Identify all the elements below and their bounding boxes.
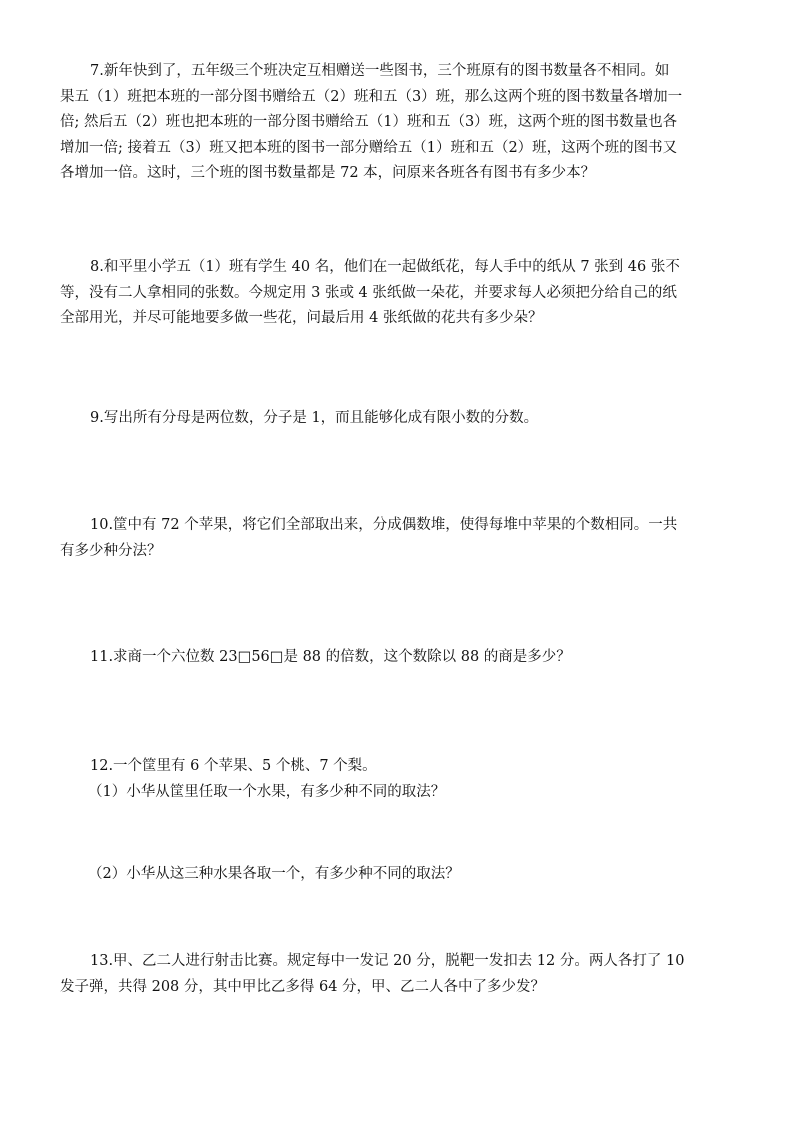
problem-11 bbox=[60, 645, 736, 671]
problem-7-line-3: 倍; 然后五（2）班也把本班的一部分图书赠给五（1）班和五（3）班，这两个班的图书数量也各 bbox=[60, 114, 678, 130]
problem-10-line-1: 10.筐中有 72 个苹果，将它们全部取出来，分成偶数堆，使得每堆中苹果的个数相同。一共 bbox=[90, 517, 678, 533]
problem-8 bbox=[60, 255, 736, 332]
problem-12-part-1: （1）小华从筐里任取一个水果，有多少种不同的取法？ bbox=[88, 783, 446, 800]
problem-13-line-1: 13.甲、乙二人进行射击比赛。规定每中一发记 20 分，脱靶一发扣去 12 分。两人各打了 10 bbox=[90, 953, 685, 969]
problem-8-line-1: 8.和平里小学五（1）班有学生 40 名，他们在一起做纸花，每人手中的纸从 7 张到 46 张不 bbox=[90, 259, 680, 275]
problem-7-line-5: 各增加一倍。这时，三个班的图书数量都是 72 本，问原来各班各有图书有多少本？ bbox=[60, 165, 596, 181]
problem-7-line-2: 果五（1）班把本班的一部分图书赠给五（2）班和五（3）班，那么这两个班的图书数量各增加一 bbox=[60, 88, 683, 105]
problem-9-line-1: 9.写出所有分母是两位数，分子是 1，而且能够化成有限小数的分数。 bbox=[90, 410, 539, 426]
problem-10-line-2: 有多少种分法？ bbox=[60, 542, 162, 559]
problem-10 bbox=[60, 513, 736, 564]
problem-12-part-2-block bbox=[60, 862, 736, 888]
problem-13-line-2: 发子弹，共得 208 分，其中甲比乙多得 64 分，甲、乙二人各中了多少发？ bbox=[60, 978, 546, 995]
problem-13 bbox=[60, 949, 736, 1000]
problem-12-part-2: （2）小华从这三种水果各取一个，有多少种不同的取法？ bbox=[88, 866, 460, 882]
problem-7-line-1: 7.新年快到了，五年级三个班决定互相赠送一些图书，三个班原有的图书数量各不相同。如 bbox=[90, 63, 670, 79]
problem-7 bbox=[60, 59, 736, 187]
problem-12 bbox=[60, 754, 736, 805]
problem-8-line-2: 等，没有二人拿相同的张数。今规定用 3 张或 4 张纸做一朵花，并要求每人必须把分给自己的纸 bbox=[60, 284, 677, 301]
problem-11-line-1: 11.求商一个六位数 23□56□是 88 的倍数，这个数除以 88 的商是多少？ bbox=[90, 649, 571, 665]
problem-8-line-3: 全部用光，并尽可能地要多做一些花，问最后用 4 张纸做的花共有多少朵？ bbox=[60, 310, 543, 326]
problem-12-line-1: 12.一个筐里有 6 个苹果、5 个桃、7 个梨。 bbox=[90, 758, 377, 774]
problem-9 bbox=[60, 406, 736, 432]
problem-7-line-4: 增加一倍; 接着五（3）班又把本班的图书一部分赠给五（1）班和五（2）班，这两个班的图书又 bbox=[60, 139, 678, 156]
